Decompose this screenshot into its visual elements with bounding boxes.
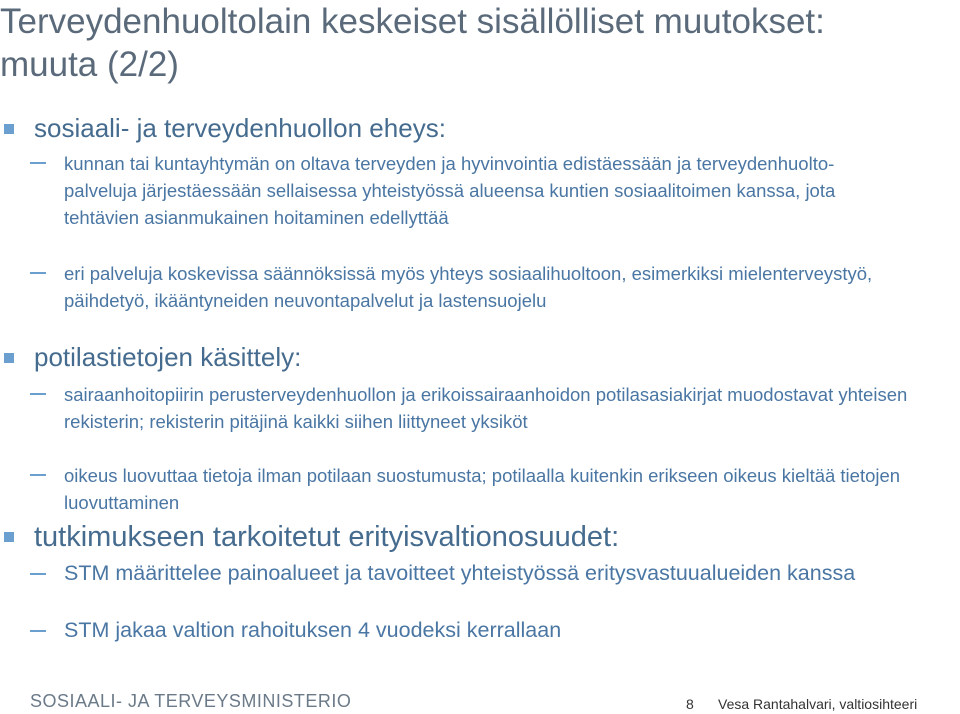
list-item: eri palveluja koskevissa säännöksissä myös yhteys sosiaalihuoltoon, esimerkiksi mielenterveystyö, päihdetyö, ikääntyneiden neuvontapalvelut ja lastensuojelu — [30, 260, 910, 314]
dash-bullet-icon — [30, 162, 46, 164]
square-bullet-icon — [4, 353, 14, 363]
section-heading: potilastietojen käsittely: — [4, 342, 904, 372]
dash-bullet-icon — [30, 393, 46, 395]
dash-bullet-icon — [30, 630, 46, 632]
list-item: sairaanhoitopiirin perusterveydenhuollon ja erikoissairaanhoidon potilasasiakirjat muodostavat yhteisen rekisterin; rekisterin pitäjinä kaikki siihen liittyneet yksiköt — [30, 381, 910, 435]
dash-bullet-icon — [30, 272, 46, 274]
list-item: oikeus luovuttaa tietoja ilman potilaan suostumusta; potilaalla kuitenkin erikseen oikeus kieltää tietojen luovuttaminen — [30, 462, 910, 516]
page-number: 8 — [686, 696, 694, 712]
square-bullet-icon — [4, 532, 14, 542]
section-heading: tutkimukseen tarkoitetut erityisvaltionosuudet: — [4, 520, 904, 554]
list-item: STM määrittelee painoalueet ja tavoitteet yhteistyössä eritysvastuualueiden kanssa — [30, 560, 910, 587]
dash-bullet-icon — [30, 474, 46, 476]
section-heading: sosiaali- ja terveydenhuollon eheys: — [4, 113, 904, 143]
square-bullet-icon — [4, 124, 14, 134]
list-item: STM jakaa valtion rahoituksen 4 vuodeksi kerrallaan — [30, 617, 910, 644]
dash-bullet-icon — [30, 573, 46, 575]
footer-author: Vesa Rantahalvari, valtiosihteeri — [718, 696, 918, 712]
list-item: kunnan tai kuntayhtymän on oltava terveyden ja hyvinvointia edistäessään ja terveydenhuolto- palveluja järjestäessään sellaisessa yhteistyössä alueensa kuntien sosiaalitoimen kanssa, jota tehtävien asianmukainen hoitaminen edellyttää — [30, 150, 910, 231]
ministry-logo: SOSIAALI- JA TERVEYSMINISTERIO — [30, 691, 352, 711]
slide-title: Terveydenhuoltolain keskeiset sisällölliset muutokset: muuta (2/2) — [0, 2, 825, 84]
